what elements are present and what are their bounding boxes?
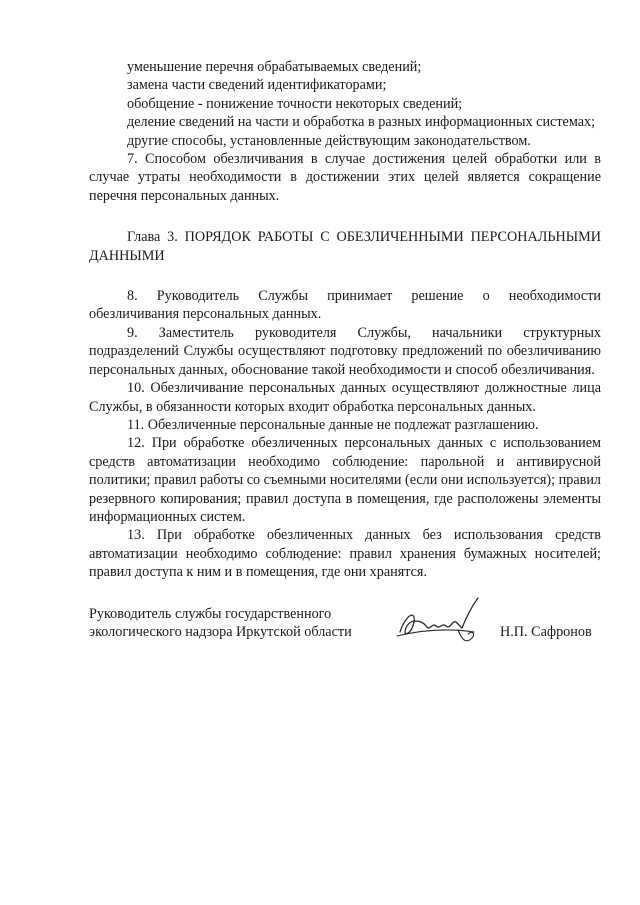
- paragraph-8: 8. Руководитель Службы принимает решение о необходимости обезличивания персональных данных.: [89, 288, 601, 323]
- paragraph-7: 7. Способом обезличивания в случае достижения целей обработки или в случае утраты необходимости в достижении этих целей является сокращение перечня персональных данных.: [89, 151, 601, 204]
- signature-block: [89, 605, 609, 665]
- paragraph-13: 13. При обработке обезличенных данных без использования средств автоматизации необходимо соблюдение: правил хранения бумажных носителей; правил доступа к ним и в помещения, где они хранятся.: [89, 527, 601, 581]
- paragraph-9: 9. Заместитель руководителя Службы, начальники структурных подразделений Службы осуществляют подготовку предложений по обезличиванию персональных данных, обоснование такой необходимости и способ обезличивания.: [89, 324, 601, 378]
- handwritten-signature: [392, 592, 492, 652]
- signatory-title-line: Руководитель службы государственного: [89, 606, 332, 622]
- paragraph-10: 10. Обезличивание персональных данных осуществляют должностные лица Службы, в обязанности которых входит обработка персональных данных.: [89, 380, 601, 415]
- list-item: замена части сведений идентификаторами;: [127, 77, 387, 94]
- list-item: деление сведений на части и обработка в разных информационных системах;: [127, 114, 596, 131]
- list-item: другие способы, установленные действующим законодательством.: [127, 132, 531, 149]
- document-body: [89, 58, 601, 582]
- list-item: уменьшение перечня обрабатываемых сведений;: [127, 59, 422, 75]
- chapter-heading: Глава 3. ПОРЯДОК РАБОТЫ С ОБЕЗЛИЧЕННЫМИ ПЕРСОНАЛЬНЫМИ ДАННЫМИ: [89, 229, 601, 264]
- signatory-name: Н.П. Сафронов: [500, 624, 592, 640]
- paragraph-11: 11. Обезличенные персональные данные не подлежат разглашению.: [127, 416, 539, 433]
- list-item: обобщение - понижение точности некоторых сведений;: [127, 95, 463, 112]
- signatory-title: [89, 605, 389, 642]
- signatory-title-line: экологического надзора Иркутской области: [89, 624, 352, 641]
- paragraph-12: 12. При обработке обезличенных персональных данных с использованием средств автоматизации необходимо соблюдение: парольной и антивирусной политики; правил работы со съемными носителями (если они используется); правил резервного копирования; правил доступа в помещения, где расположены элементы информационных систем.: [89, 435, 601, 525]
